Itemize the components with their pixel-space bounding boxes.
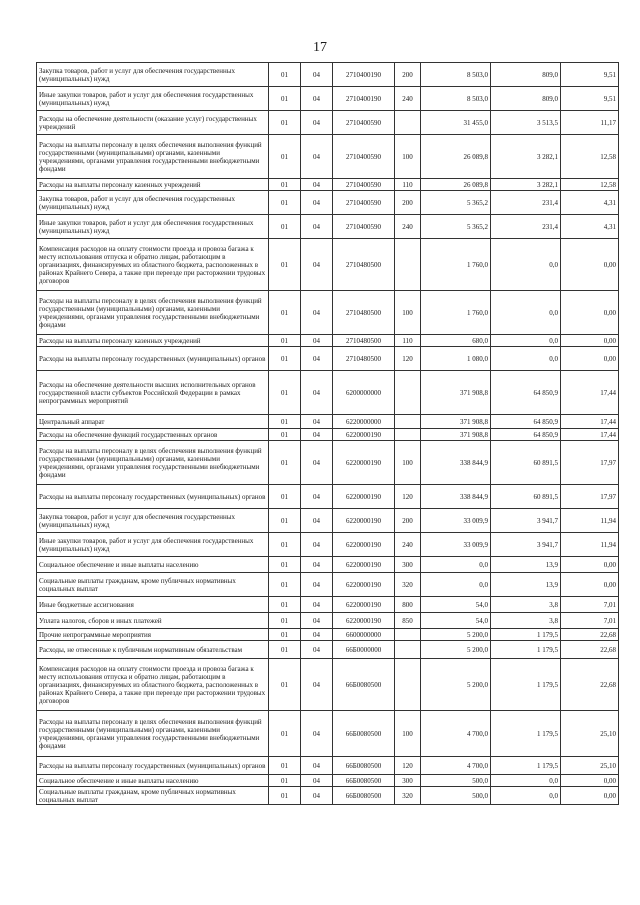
table-row <box>37 135 619 179</box>
row-pr: 04 <box>301 415 333 429</box>
row-rz: 01 <box>269 641 301 659</box>
row-fact: 1 179,5 <box>491 629 561 641</box>
row-pr: 04 <box>301 335 333 347</box>
row-pct: 0,00 <box>561 239 619 291</box>
row-fact: 13,9 <box>491 557 561 573</box>
row-name: Социальное обеспечение и иные выплаты населению <box>37 557 269 573</box>
table-row <box>37 659 619 711</box>
row-name: Закупка товаров, работ и услуг для обеспечения государственных (муниципальных) нужд <box>37 191 269 215</box>
table-row <box>37 629 619 641</box>
row-pct: 11,94 <box>561 533 619 557</box>
row-vr: 320 <box>395 573 421 597</box>
row-fact: 809,0 <box>491 87 561 111</box>
row-fact: 0,0 <box>491 239 561 291</box>
row-name: Расходы на выплаты персоналу казенных учреждений <box>37 179 269 191</box>
table-row <box>37 641 619 659</box>
row-plan: 33 009,9 <box>421 509 491 533</box>
row-pr: 04 <box>301 191 333 215</box>
row-pct: 4,31 <box>561 215 619 239</box>
row-fact: 0,0 <box>491 335 561 347</box>
row-pct: 17,97 <box>561 485 619 509</box>
row-rz: 01 <box>269 291 301 335</box>
row-plan: 500,0 <box>421 787 491 805</box>
row-fact: 3 941,7 <box>491 533 561 557</box>
row-plan: 5 200,0 <box>421 641 491 659</box>
row-name: Расходы на обеспечение деятельности (оказание услуг) государственных учреждений <box>37 111 269 135</box>
row-pct: 22,68 <box>561 629 619 641</box>
row-vr: 200 <box>395 191 421 215</box>
row-name: Расходы на выплаты персоналу в целях обеспечения выполнения функций государственными (муниципальными) органами, казенными учреждениями, органами управления государственными внебюджетными фондами <box>37 291 269 335</box>
row-vr <box>395 429 421 441</box>
row-rz: 01 <box>269 239 301 291</box>
table-row <box>37 111 619 135</box>
row-csr: 6220000190 <box>333 509 395 533</box>
row-pct: 9,51 <box>561 87 619 111</box>
row-pr: 04 <box>301 557 333 573</box>
table-row <box>37 347 619 371</box>
row-rz: 01 <box>269 711 301 757</box>
row-name: Расходы, не отнесенные к публичным нормативным обязательствам <box>37 641 269 659</box>
row-name: Центральный аппарат <box>37 415 269 429</box>
row-name: Расходы на обеспечение деятельности высших исполнительных органов государственной власти субъектов Российской Федерации в рамках непрограммных мероприятий <box>37 371 269 415</box>
table-row <box>37 509 619 533</box>
row-csr: 66Б0080500 <box>333 757 395 775</box>
row-pr: 04 <box>301 371 333 415</box>
row-vr <box>395 641 421 659</box>
row-rz: 01 <box>269 557 301 573</box>
row-fact: 64 850,9 <box>491 429 561 441</box>
row-name: Расходы на выплаты персоналу в целях обеспечения выполнения функций государственными (муниципальными) органами, казенными учреждениями, органами управления государственными внебюджетными фондами <box>37 135 269 179</box>
row-vr: 200 <box>395 63 421 87</box>
table-row <box>37 441 619 485</box>
row-name: Иные закупки товаров, работ и услуг для обеспечения государственных (муниципальных) нужд <box>37 533 269 557</box>
row-csr: 66Б0080500 <box>333 711 395 757</box>
row-plan: 1 760,0 <box>421 239 491 291</box>
row-pct: 11,17 <box>561 111 619 135</box>
row-rz: 01 <box>269 135 301 179</box>
row-plan: 0,0 <box>421 573 491 597</box>
row-csr: 2710480500 <box>333 291 395 335</box>
row-pr: 04 <box>301 179 333 191</box>
row-plan: 33 009,9 <box>421 533 491 557</box>
row-plan: 338 844,9 <box>421 485 491 509</box>
row-vr <box>395 629 421 641</box>
row-fact: 3 282,1 <box>491 135 561 179</box>
row-csr: 6200000000 <box>333 371 395 415</box>
row-plan: 5 200,0 <box>421 629 491 641</box>
row-vr: 850 <box>395 613 421 629</box>
row-pr: 04 <box>301 429 333 441</box>
row-rz: 01 <box>269 757 301 775</box>
row-pr: 04 <box>301 597 333 613</box>
row-rz: 01 <box>269 509 301 533</box>
row-csr: 6220000190 <box>333 597 395 613</box>
row-csr: 2710480500 <box>333 239 395 291</box>
row-csr: 6220000190 <box>333 429 395 441</box>
row-csr: 6220000190 <box>333 613 395 629</box>
row-rz: 01 <box>269 415 301 429</box>
row-pr: 04 <box>301 509 333 533</box>
table-row <box>37 775 619 787</box>
row-rz: 01 <box>269 485 301 509</box>
row-pr: 04 <box>301 441 333 485</box>
row-csr: 6220000190 <box>333 441 395 485</box>
row-plan: 500,0 <box>421 775 491 787</box>
row-pct: 25,10 <box>561 757 619 775</box>
row-name: Прочие непрограммные мероприятия <box>37 629 269 641</box>
row-rz: 01 <box>269 63 301 87</box>
row-csr: 6220000190 <box>333 557 395 573</box>
table-row <box>37 415 619 429</box>
row-fact: 0,0 <box>491 775 561 787</box>
row-csr: 2710400590 <box>333 135 395 179</box>
row-rz: 01 <box>269 111 301 135</box>
table-row <box>37 757 619 775</box>
row-csr: 2710400590 <box>333 191 395 215</box>
row-fact: 1 179,5 <box>491 641 561 659</box>
row-fact: 0,0 <box>491 291 561 335</box>
row-fact: 231,4 <box>491 191 561 215</box>
row-rz: 01 <box>269 775 301 787</box>
row-plan: 5 365,2 <box>421 191 491 215</box>
row-fact: 3 282,1 <box>491 179 561 191</box>
table-row <box>37 63 619 87</box>
row-name: Закупка товаров, работ и услуг для обеспечения государственных (муниципальных) нужд <box>37 63 269 87</box>
row-fact: 3 941,7 <box>491 509 561 533</box>
row-fact: 1 179,5 <box>491 711 561 757</box>
table-row <box>37 87 619 111</box>
row-rz: 01 <box>269 659 301 711</box>
row-rz: 01 <box>269 87 301 111</box>
row-csr: 2710480500 <box>333 347 395 371</box>
row-name: Компенсация расходов на оплату стоимости проезда и провоза багажа к месту использования отпуска и обратно лицам, работающим в организациях, финансируемых из областного бюджета, расположенных в районах Крайнего Севера, а также при переезде при расторжении трудовых договоров <box>37 659 269 711</box>
row-pr: 04 <box>301 347 333 371</box>
table-row <box>37 215 619 239</box>
row-rz: 01 <box>269 371 301 415</box>
row-rz: 01 <box>269 347 301 371</box>
row-pr: 04 <box>301 659 333 711</box>
row-pr: 04 <box>301 215 333 239</box>
row-pct: 22,68 <box>561 659 619 711</box>
row-pr: 04 <box>301 757 333 775</box>
row-plan: 31 455,0 <box>421 111 491 135</box>
row-csr: 2710400590 <box>333 111 395 135</box>
row-vr: 120 <box>395 757 421 775</box>
row-vr: 100 <box>395 291 421 335</box>
row-vr: 100 <box>395 441 421 485</box>
row-pct: 0,00 <box>561 573 619 597</box>
row-csr: 2710400590 <box>333 179 395 191</box>
row-vr: 120 <box>395 485 421 509</box>
row-pr: 04 <box>301 239 333 291</box>
row-plan: 0,0 <box>421 557 491 573</box>
table-body <box>37 63 619 805</box>
row-pct: 0,00 <box>561 787 619 805</box>
row-fact: 231,4 <box>491 215 561 239</box>
row-plan: 371 908,8 <box>421 415 491 429</box>
row-pct: 4,31 <box>561 191 619 215</box>
row-csr: 66Б0000000 <box>333 641 395 659</box>
table-row <box>37 711 619 757</box>
row-pr: 04 <box>301 63 333 87</box>
row-rz: 01 <box>269 613 301 629</box>
table-row <box>37 335 619 347</box>
row-pct: 7,01 <box>561 613 619 629</box>
row-pr: 04 <box>301 629 333 641</box>
row-vr: 320 <box>395 787 421 805</box>
row-rz: 01 <box>269 533 301 557</box>
row-plan: 54,0 <box>421 613 491 629</box>
table-row <box>37 597 619 613</box>
row-plan: 5 365,2 <box>421 215 491 239</box>
row-csr: 6220000190 <box>333 573 395 597</box>
row-plan: 1 080,0 <box>421 347 491 371</box>
row-pr: 04 <box>301 775 333 787</box>
row-pct: 17,44 <box>561 429 619 441</box>
row-rz: 01 <box>269 191 301 215</box>
row-name: Расходы на выплаты персоналу государственных (муниципальных) органов <box>37 485 269 509</box>
row-pct: 0,00 <box>561 347 619 371</box>
row-vr: 240 <box>395 533 421 557</box>
row-rz: 01 <box>269 787 301 805</box>
row-name: Иные закупки товаров, работ и услуг для обеспечения государственных (муниципальных) нужд <box>37 87 269 111</box>
row-rz: 01 <box>269 335 301 347</box>
row-pct: 9,51 <box>561 63 619 87</box>
row-pr: 04 <box>301 135 333 179</box>
row-csr: 2710480500 <box>333 335 395 347</box>
row-rz: 01 <box>269 597 301 613</box>
row-csr: 2710400190 <box>333 63 395 87</box>
row-pct: 22,68 <box>561 641 619 659</box>
row-fact: 1 179,5 <box>491 659 561 711</box>
row-plan: 1 760,0 <box>421 291 491 335</box>
row-vr: 800 <box>395 597 421 613</box>
row-plan: 8 503,0 <box>421 63 491 87</box>
table-row <box>37 485 619 509</box>
row-fact: 60 891,5 <box>491 485 561 509</box>
table-row <box>37 613 619 629</box>
row-name: Иные бюджетные ассигнования <box>37 597 269 613</box>
row-csr: 6220000190 <box>333 485 395 509</box>
row-plan: 680,0 <box>421 335 491 347</box>
row-vr: 240 <box>395 215 421 239</box>
row-vr: 240 <box>395 87 421 111</box>
row-name: Закупка товаров, работ и услуг для обеспечения государственных (муниципальных) нужд <box>37 509 269 533</box>
row-pct: 12,58 <box>561 179 619 191</box>
row-name: Расходы на обеспечение функций государственных органов <box>37 429 269 441</box>
row-rz: 01 <box>269 629 301 641</box>
row-name: Социальные выплаты гражданам, кроме публичных нормативных социальных выплат <box>37 787 269 805</box>
row-name: Расходы на выплаты персоналу государственных (муниципальных) органов <box>37 757 269 775</box>
row-rz: 01 <box>269 441 301 485</box>
row-pr: 04 <box>301 573 333 597</box>
budget-table <box>36 62 619 805</box>
row-vr: 110 <box>395 335 421 347</box>
row-pr: 04 <box>301 711 333 757</box>
table-row <box>37 429 619 441</box>
row-plan: 26 089,8 <box>421 135 491 179</box>
row-csr: 2710400590 <box>333 215 395 239</box>
row-rz: 01 <box>269 573 301 597</box>
row-name: Расходы на выплаты персоналу государственных (муниципальных) органов <box>37 347 269 371</box>
row-fact: 809,0 <box>491 63 561 87</box>
row-name: Расходы на выплаты персоналу в целях обеспечения выполнения функций государственными (муниципальными) органами, казенными учреждениями, органами управления государственными внебюджетными фондами <box>37 441 269 485</box>
row-fact: 3,8 <box>491 597 561 613</box>
table-row <box>37 533 619 557</box>
row-fact: 0,0 <box>491 787 561 805</box>
row-pct: 25,10 <box>561 711 619 757</box>
row-pr: 04 <box>301 641 333 659</box>
row-pct: 12,58 <box>561 135 619 179</box>
row-vr: 200 <box>395 509 421 533</box>
row-pr: 04 <box>301 787 333 805</box>
row-pct: 0,00 <box>561 775 619 787</box>
table-row <box>37 291 619 335</box>
row-pct: 17,44 <box>561 415 619 429</box>
row-csr: 66Б0080500 <box>333 787 395 805</box>
row-pct: 17,97 <box>561 441 619 485</box>
row-vr: 120 <box>395 347 421 371</box>
row-pr: 04 <box>301 111 333 135</box>
row-vr <box>395 239 421 291</box>
row-name: Иные закупки товаров, работ и услуг для обеспечения государственных (муниципальных) нужд <box>37 215 269 239</box>
table-row <box>37 787 619 805</box>
row-pct: 0,00 <box>561 335 619 347</box>
row-pr: 04 <box>301 485 333 509</box>
row-fact: 3 513,5 <box>491 111 561 135</box>
row-vr: 300 <box>395 775 421 787</box>
row-vr: 100 <box>395 135 421 179</box>
row-plan: 5 200,0 <box>421 659 491 711</box>
row-pr: 04 <box>301 87 333 111</box>
row-plan: 371 908,8 <box>421 429 491 441</box>
row-plan: 4 700,0 <box>421 757 491 775</box>
table-row <box>37 179 619 191</box>
row-csr: 6600000000 <box>333 629 395 641</box>
row-csr: 6220000000 <box>333 415 395 429</box>
row-csr: 66Б0080500 <box>333 775 395 787</box>
row-fact: 0,0 <box>491 347 561 371</box>
row-name: Социальные выплаты гражданам, кроме публичных нормативных социальных выплат <box>37 573 269 597</box>
row-vr: 110 <box>395 179 421 191</box>
row-vr <box>395 371 421 415</box>
row-fact: 1 179,5 <box>491 757 561 775</box>
row-csr: 66Б0080500 <box>333 659 395 711</box>
page-number: 17 <box>313 40 327 55</box>
table-row <box>37 371 619 415</box>
row-pct: 0,00 <box>561 291 619 335</box>
row-plan: 26 089,8 <box>421 179 491 191</box>
row-name: Компенсация расходов на оплату стоимости проезда и провоза багажа к месту использования отпуска и обратно лицам, работающим в организациях, финансируемых из областного бюджета, расположенных в районах Крайнего Севера, а также при переезде при расторжении трудовых договоров <box>37 239 269 291</box>
row-fact: 64 850,9 <box>491 371 561 415</box>
row-name: Расходы на выплаты персоналу в целях обеспечения выполнения функций государственными (муниципальными) органами, казенными учреждениями, органами управления государственными внебюджетными фондами <box>37 711 269 757</box>
row-plan: 54,0 <box>421 597 491 613</box>
row-vr: 300 <box>395 557 421 573</box>
row-rz: 01 <box>269 215 301 239</box>
row-plan: 338 844,9 <box>421 441 491 485</box>
row-rz: 01 <box>269 179 301 191</box>
row-csr: 6220000190 <box>333 533 395 557</box>
row-plan: 4 700,0 <box>421 711 491 757</box>
row-fact: 64 850,9 <box>491 415 561 429</box>
row-fact: 13,9 <box>491 573 561 597</box>
row-vr <box>395 659 421 711</box>
row-pr: 04 <box>301 291 333 335</box>
row-pr: 04 <box>301 533 333 557</box>
row-pct: 0,00 <box>561 557 619 573</box>
row-pct: 11,94 <box>561 509 619 533</box>
row-plan: 371 908,8 <box>421 371 491 415</box>
table-row <box>37 191 619 215</box>
row-vr <box>395 415 421 429</box>
row-name: Социальное обеспечение и иные выплаты населению <box>37 775 269 787</box>
row-fact: 60 891,5 <box>491 441 561 485</box>
row-vr: 100 <box>395 711 421 757</box>
row-csr: 2710400190 <box>333 87 395 111</box>
row-pct: 7,01 <box>561 597 619 613</box>
row-pr: 04 <box>301 613 333 629</box>
row-name: Уплата налогов, сборов и иных платежей <box>37 613 269 629</box>
row-fact: 3,8 <box>491 613 561 629</box>
row-vr <box>395 111 421 135</box>
row-plan: 8 503,0 <box>421 87 491 111</box>
table-row <box>37 239 619 291</box>
row-rz: 01 <box>269 429 301 441</box>
row-name: Расходы на выплаты персоналу казенных учреждений <box>37 335 269 347</box>
table-row <box>37 573 619 597</box>
table-row <box>37 557 619 573</box>
row-pct: 17,44 <box>561 371 619 415</box>
